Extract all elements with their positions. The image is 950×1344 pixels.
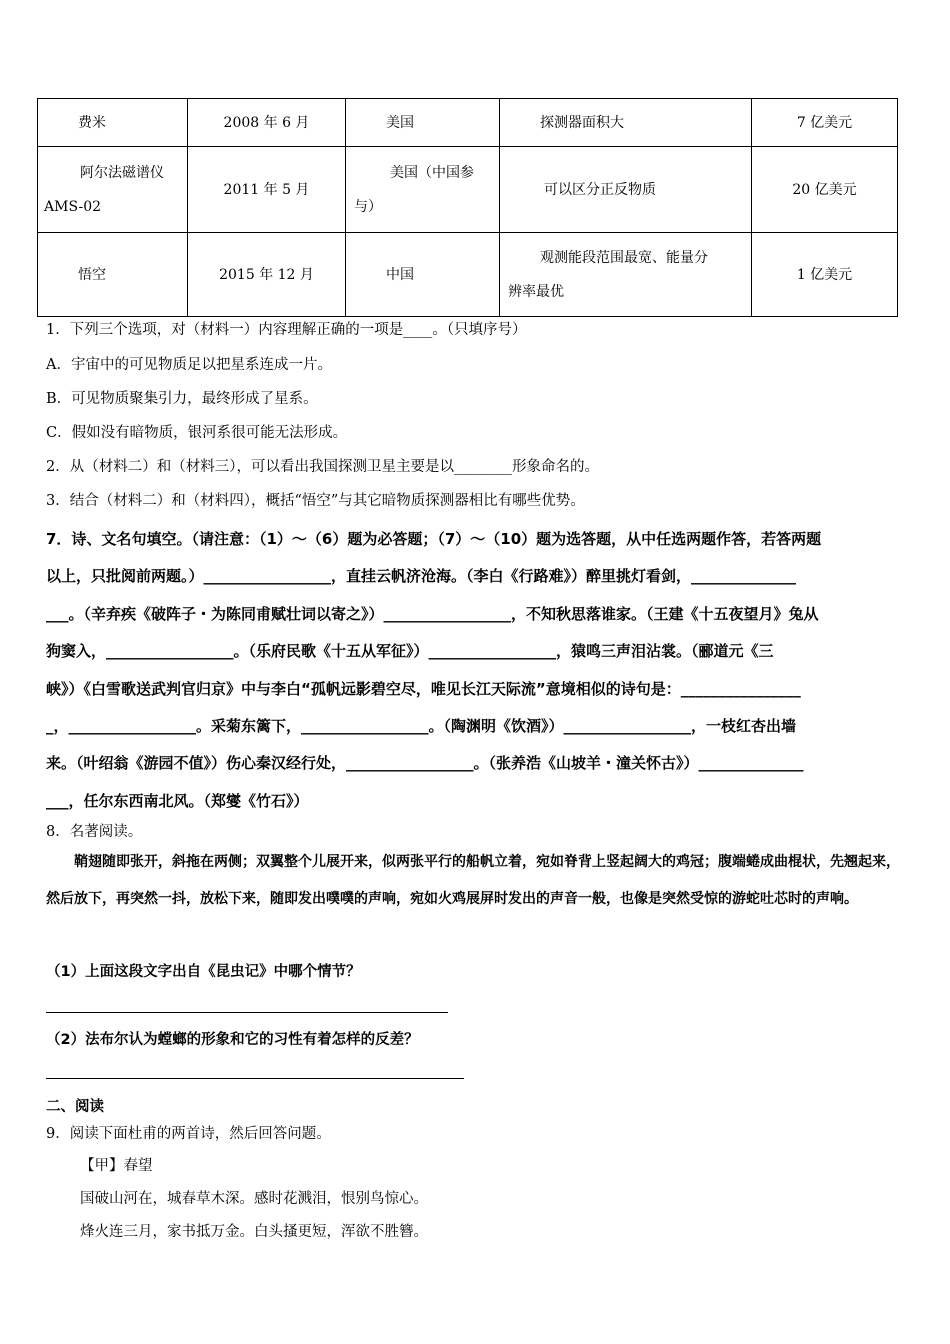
poem-line: 国破山河在，城春草木深。感时花溅泪，恨别鸟惊心。	[80, 1191, 428, 1207]
country-line1: 美国（中国参	[390, 164, 474, 181]
q7-line: 以上，只批阅前两题。）_________________，直挂云帆济沧海。（李白《行路难》）醉里挑灯看剑，______________	[46, 567, 797, 586]
detector-name-line2: AMS-02	[44, 198, 102, 215]
country-line2: 与）	[354, 198, 382, 215]
q7-line: 来。（叶绍翁《游园不值》）伤心秦汉经行处，_________________。（张养浩《山坡羊・潼关怀古》）______________	[46, 754, 804, 773]
question-9: 9．阅读下面杜甫的两首诗，然后回答问题。	[46, 1126, 331, 1142]
detector-name: 费米	[78, 114, 106, 131]
detector-table	[37, 98, 898, 317]
answer-line	[46, 1012, 448, 1013]
option-b: B．可见物质聚集引力，最终形成了星系。	[46, 391, 318, 407]
q8-sub1: （1）上面这段文字出自《昆虫记》中哪个情节？	[46, 964, 361, 980]
q7-line: 7．诗、文名句填空。（请注意：（1）～（6）题为必答题；（7）～（10）题为选答题，从中任选两题作答，若答两题	[46, 530, 822, 548]
feature: 探测器面积大	[540, 114, 624, 131]
cost: 1 亿美元	[796, 266, 853, 283]
question-3: 3．结合（材料二）和（材料四），概括“悟空”与其它暗物质探测器相比有哪些优势。	[46, 493, 585, 509]
q8-passage: 鞘翅随即张开，斜拖在两侧；双翼整个儿展开来，似两张平行的船帆立着，宛如脊背上竖起阔大的鸡冠；腹端蜷成曲棍状，先翘起来，然后放下，再突然一抖，放松下来，随即发出噗噗的声响，宛如火鸡展屏时发出的声音一般，也像是突然受惊的游蛇吐芯时的声响。	[46, 854, 900, 907]
q7-line: ___。（辛弃疾《破阵子・为陈同甫赋壮词以寄之》）_________________，不知秋思落谁家。（王建《十五夜望月》兔从	[46, 604, 819, 623]
feature-line1: 观测能段范围最宽、能量分	[540, 249, 708, 266]
answer-line	[46, 1078, 464, 1079]
q8-sub2: （2）法布尔认为螳螂的形象和它的习性有着怎样的反差？	[46, 1032, 419, 1048]
launch-date: 2015 年 12 月	[219, 266, 314, 283]
cost: 20 亿美元	[792, 181, 857, 198]
feature	[500, 241, 751, 309]
question-1: 1．下列三个选项，对（材料一）内容理解正确的一项是____。（只填序号）	[46, 322, 527, 338]
country: 美国	[386, 114, 414, 131]
launch-date: 2008 年 6 月	[223, 114, 310, 131]
q7-line: ___，任尔东西南北风。（郑燮《竹石》）	[46, 791, 309, 810]
q7-line: _，_________________。采菊东篱下，_________________。（陶渊明《饮酒》）_________________，一枝红杏出墙	[46, 717, 797, 736]
detector-name	[38, 156, 187, 224]
country: 中国	[386, 266, 414, 283]
feature-line2: 辨率最优	[508, 283, 564, 300]
table-row	[38, 147, 898, 233]
question-8-title: 8．名著阅读。	[46, 824, 143, 840]
q7-line: 峡》）《白雪歌送武判官归京》中与李白“孤帆远影碧空尽，唯见长江天际流”意境相似的诗句是：________________	[46, 679, 801, 698]
cost: 7 亿美元	[796, 114, 853, 131]
country	[346, 156, 499, 224]
launch-date: 2011 年 5 月	[223, 181, 310, 198]
poem-title: 【甲】春望	[80, 1158, 153, 1174]
question-7	[46, 521, 908, 820]
q7-line: 狗窦入，_________________。（乐府民歌《十五从军征》）_________________，猿鸣三声泪沾裳。（郦道元《三	[46, 642, 774, 661]
detector-name: 悟空	[78, 266, 106, 283]
option-a: A．宇宙中的可见物质足以把星系连成一片。	[46, 357, 332, 373]
poem-line: 烽火连三月，家书抵万金。白头搔更短，浑欲不胜簪。	[80, 1224, 428, 1240]
section-title: 二、阅读	[46, 1099, 104, 1115]
feature: 可以区分正反物质	[544, 181, 656, 198]
option-c: C．假如没有暗物质，银河系很可能无法形成。	[46, 425, 348, 441]
table-row	[38, 99, 898, 147]
table-row	[38, 233, 898, 317]
question-2: 2．从（材料二）和（材料三），可以看出我国探测卫星主要是以________形象命名的。	[46, 459, 599, 475]
detector-name-line1: 阿尔法磁谱仪	[80, 164, 164, 181]
